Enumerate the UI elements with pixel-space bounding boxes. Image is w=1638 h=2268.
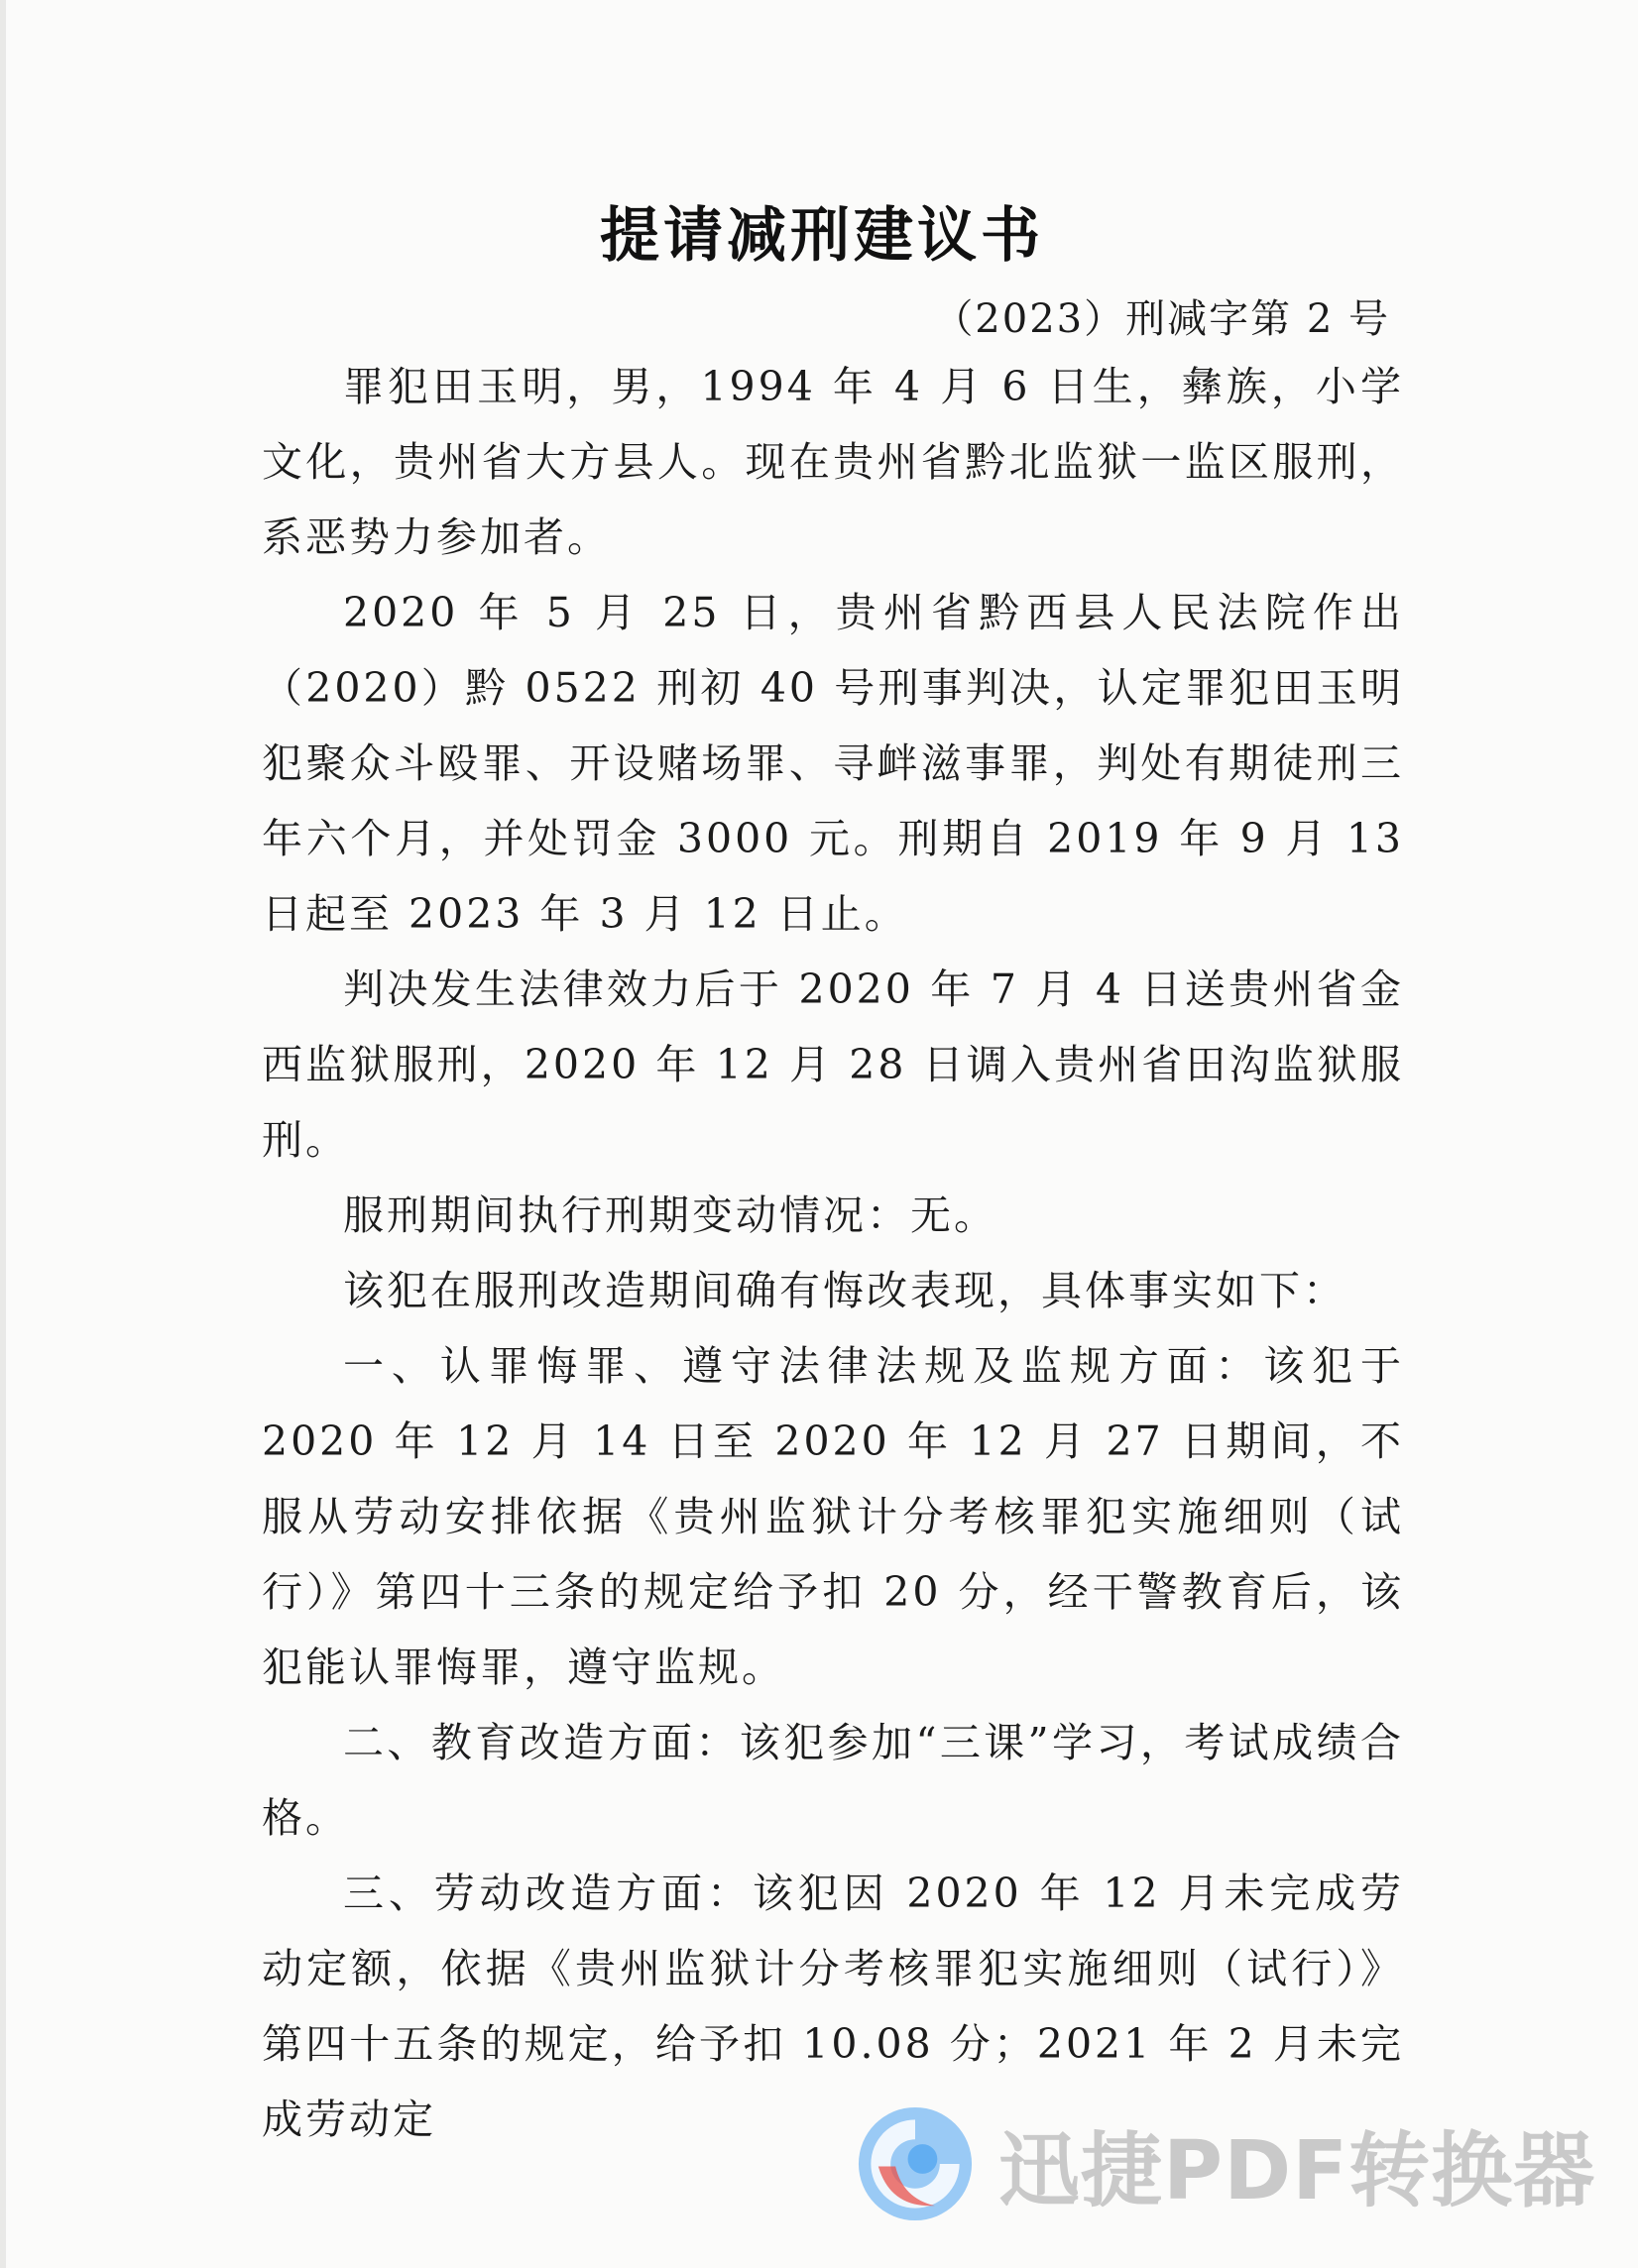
watermark-text: 迅捷PDF转换器	[998, 2123, 1596, 2218]
watermark	[854, 2099, 1607, 2228]
paragraph-point-two: 二、教育改造方面：该犯参加“三课”学习，考试成绩合格。	[262, 1719, 1404, 1842]
document-title: 提请减刑建议书	[600, 201, 1044, 271]
paragraph-point-one: 一、认罪悔罪、遵守法律法规及监规方面：该犯于 2020 年 12 月 14 日至 2020 年 12 月 27 日期间，不服从劳动安排依据《贵州监狱计分考核罪犯实施细则（试行）》第四十三条的规定给予扣 20 分，经干警教育后，该犯能认罪悔罪，遵守监规。	[262, 1342, 1404, 1691]
paragraph-sentence-changes: 服刑期间执行刑期变动情况：无。	[343, 1191, 997, 1239]
paragraph-transfer: 判决发生法律效力后于 2020 年 7 月 4 日送贵州省金西监狱服刑，2020 年 12 月 28 日调入贵州省田沟监狱服刑。	[262, 965, 1404, 1164]
paragraph-facts-intro: 该犯在服刑改造期间确有悔改表现，具体事实如下：	[343, 1267, 1346, 1314]
document-body	[262, 349, 1404, 2157]
paragraph-judgment: 2020 年 5 月 25 日，贵州省黔西县人民法院作出（2020）黔 0522 刑初 40 号刑事判决，认定罪犯田玉明犯聚众斗殴罪、开设赌场罪、寻衅滋事罪，判处有期徒刑三年六个月，并处罚金 3000 元。刑期自 2019 年 9 月 13 日起至 2023 年 3 月 12 日止。	[262, 589, 1404, 938]
document-number: （2023）刑减字第 2 号	[933, 296, 1390, 342]
paragraph-point-three: 三、劳动改造方面：该犯因 2020 年 12 月未完成劳动定额，依据《贵州监狱计分考核罪犯实施细则（试行）》第四十五条的规定，给予扣 10.08 分；2021 年 2 月未完成劳动定	[262, 1870, 1404, 2143]
xunjie-pdf-logo-icon	[854, 2102, 977, 2225]
paragraph-personal-info: 罪犯田玉明，男，1994 年 4 月 6 日生，彝族，小学文化，贵州省大方县人。现在贵州省黔北监狱一监区服刑，系恶势力参加者。	[262, 363, 1404, 561]
